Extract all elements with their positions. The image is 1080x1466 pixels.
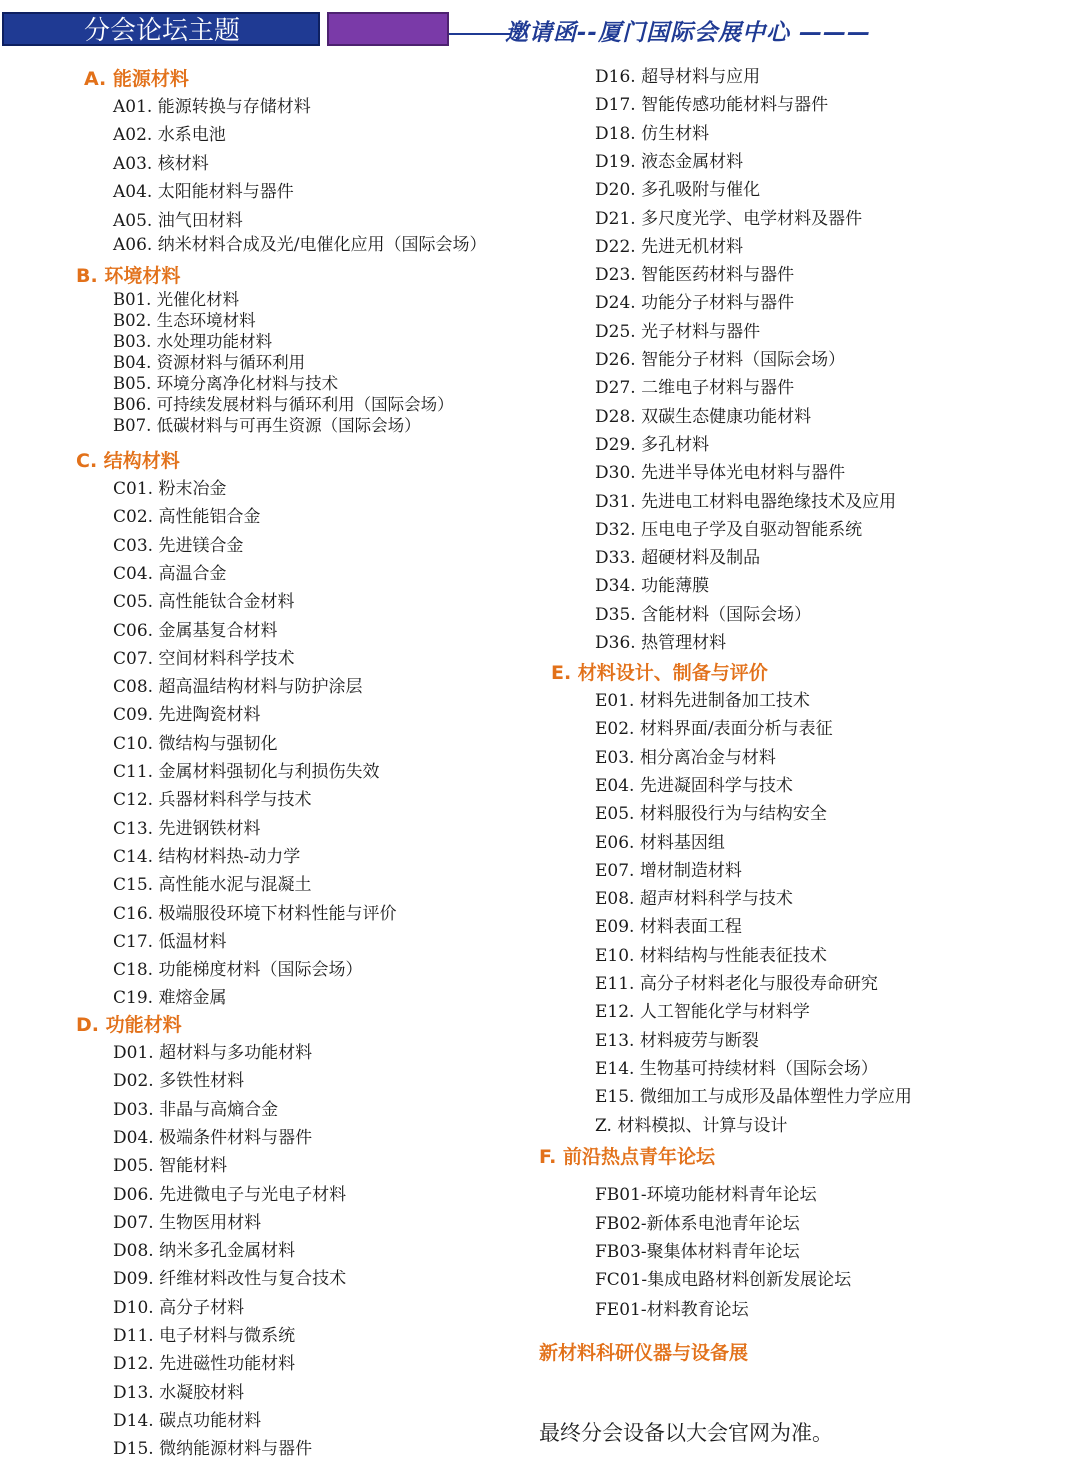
topic-item-c: C13. 先进钢铁材料: [113, 819, 261, 839]
topic-item-a: A04. 太阳能材料与器件: [113, 182, 294, 202]
topic-item-d: D27. 二维电子材料与器件: [595, 378, 795, 398]
topic-item-e: E08. 超声材料科学与技术: [595, 889, 793, 909]
topic-item-f: FB02-新体系电池青年论坛: [595, 1214, 800, 1234]
topic-item-e: E07. 增材制造材料: [595, 861, 742, 881]
topic-item-c: C07. 空间材料科学技术: [113, 649, 295, 669]
topic-item-d: D30. 先进半导体光电材料与器件: [595, 463, 846, 483]
topic-item-e: E11. 高分子材料老化与服役寿命研究: [595, 974, 878, 994]
topic-item-f: FB03-聚集体材料青年论坛: [595, 1242, 800, 1262]
topic-item-a: A02. 水系电池: [113, 125, 226, 145]
topic-item-e: E12. 人工智能化学与材料学: [595, 1002, 810, 1022]
topic-item-e: E13. 材料疲劳与断裂: [595, 1031, 759, 1051]
topic-item-f: FE01-材料教育论坛: [595, 1300, 749, 1320]
topic-item-c: C10. 微结构与强韧化: [113, 734, 278, 754]
page-header: [0, 0, 1080, 50]
topic-item-d: D08. 纳米多孔金属材料: [113, 1241, 296, 1261]
topic-item-d: D09. 纤维材料改性与复合技术: [113, 1269, 347, 1289]
topic-item-d: D21. 多尺度光学、电学材料及器件: [595, 209, 863, 229]
topic-item-d: D06. 先进微电子与光电子材料: [113, 1185, 347, 1205]
section-heading-a: A. 能源材料: [84, 68, 189, 90]
topic-item-c: C05. 高性能钛合金材料: [113, 592, 295, 612]
topic-item-d: D28. 双碳生态健康功能材料: [595, 407, 812, 427]
topic-item-c: C08. 超高温结构材料与防护涂层: [113, 677, 363, 697]
topic-item-c: C18. 功能梯度材料（国际会场）: [113, 960, 363, 980]
section-heading-b: B. 环境材料: [76, 265, 181, 287]
topic-item-e: E14. 生物基可持续材料（国际会场）: [595, 1059, 878, 1079]
topic-item-a: A01. 能源转换与存储材料: [113, 97, 311, 117]
topic-item-e: E05. 材料服役行为与结构安全: [595, 804, 827, 824]
topic-item-d: D22. 先进无机材料: [595, 237, 744, 257]
topic-item-d: D16. 超导材料与应用: [595, 67, 761, 87]
topic-item-b: B07. 低碳材料与可再生资源（国际会场）: [113, 416, 421, 435]
topic-item-d: D13. 水凝胶材料: [113, 1383, 245, 1403]
footer-note: 最终分会设备以大会官网为准。: [539, 1421, 833, 1445]
topic-item-b: B02. 生态环境材料: [113, 311, 256, 330]
topic-item-c: C01. 粉末冶金: [113, 479, 227, 499]
topic-item-b: B03. 水处理功能材料: [113, 332, 273, 351]
topic-item-d: D24. 功能分子材料与器件: [595, 293, 795, 313]
topic-item-d: D32. 压电电子学及自驱动智能系统: [595, 520, 863, 540]
topic-item-d: D03. 非晶与高熵合金: [113, 1100, 279, 1120]
section-heading-e: E. 材料设计、制备与评价: [551, 662, 768, 684]
topic-item-c: C17. 低温材料: [113, 932, 227, 952]
topic-item-d: D07. 生物医用材料: [113, 1213, 262, 1233]
topic-item-d: D33. 超硬材料及制品: [595, 548, 761, 568]
topic-item-d: D25. 光子材料与器件: [595, 322, 761, 342]
section-heading-d: D. 功能材料: [76, 1014, 182, 1036]
topic-item-e: E06. 材料基因组: [595, 833, 725, 853]
topic-item-f: FB01-环境功能材料青年论坛: [595, 1185, 817, 1205]
topic-item-d: D04. 极端条件材料与器件: [113, 1128, 313, 1148]
topic-item-a: A06. 纳米材料合成及光/电催化应用（国际会场）: [113, 235, 487, 255]
topic-item-d: D19. 液态金属材料: [595, 152, 744, 172]
topic-item-d: D10. 高分子材料: [113, 1298, 245, 1318]
topic-item-e: E02. 材料界面/表面分析与表征: [595, 719, 833, 739]
topic-item-c: C12. 兵器材料科学与技术: [113, 790, 312, 810]
topic-item-b: B06. 可持续发展材料与循环利用（国际会场）: [113, 395, 454, 414]
topic-item-d: D11. 电子材料与微系统: [113, 1326, 296, 1346]
topic-item-b: B05. 环境分离净化材料与技术: [113, 374, 339, 393]
topic-item-e: E10. 材料结构与性能表征技术: [595, 946, 827, 966]
topic-item-c: C11. 金属材料强韧化与利损伤失效: [113, 762, 380, 782]
topic-item-d: D31. 先进电工材料电器绝缘技术及应用: [595, 492, 897, 512]
topic-item-c: C15. 高性能水泥与混凝土: [113, 875, 312, 895]
topic-item-d: D18. 仿生材料: [595, 124, 710, 144]
topic-item-c: C04. 高温合金: [113, 564, 227, 584]
topic-item-d: D36. 热管理材料: [595, 633, 727, 653]
header-subtitle: 邀请函--厦门国际会展中心 ———: [505, 20, 872, 46]
topic-item-e: E04. 先进凝固科学与技术: [595, 776, 793, 796]
header-accent-block: [327, 12, 449, 46]
topic-item-f: FC01-集成电路材料创新发展论坛: [595, 1270, 852, 1290]
topic-item-d: D26. 智能分子材料（国际会场）: [595, 350, 846, 370]
section-heading-c: C. 结构材料: [76, 450, 180, 472]
topic-item-a: A05. 油气田材料: [113, 211, 243, 231]
topic-item-e: E15. 微细加工与成形及晶体塑性力学应用: [595, 1087, 912, 1107]
topic-item-c: C03. 先进镁合金: [113, 536, 244, 556]
topic-item-d: D02. 多铁性材料: [113, 1071, 245, 1091]
topic-item-c: C06. 金属基复合材料: [113, 621, 278, 641]
topic-item-d: D20. 多孔吸附与催化: [595, 180, 761, 200]
topic-item-e: Z. 材料模拟、计算与设计: [595, 1116, 788, 1136]
topic-item-d: D23. 智能医药材料与器件: [595, 265, 795, 285]
topic-item-d: D35. 含能材料（国际会场）: [595, 605, 812, 625]
header-title: 分会论坛主题: [2, 12, 320, 46]
topic-item-c: C16. 极端服役环境下材料性能与评价: [113, 904, 397, 924]
expo-heading: 新材料科研仪器与设备展: [539, 1342, 749, 1364]
topic-item-d: D12. 先进磁性功能材料: [113, 1354, 296, 1374]
section-heading-f: F. 前沿热点青年论坛: [539, 1146, 716, 1168]
header-divider: [449, 33, 511, 35]
topic-item-b: B01. 光催化材料: [113, 290, 240, 309]
topic-item-e: E09. 材料表面工程: [595, 917, 742, 937]
topic-item-c: C02. 高性能铝合金: [113, 507, 261, 527]
topic-item-e: E03. 相分离冶金与材料: [595, 748, 776, 768]
topic-item-d: D29. 多孔材料: [595, 435, 710, 455]
topic-item-d: D15. 微纳能源材料与器件: [113, 1439, 313, 1459]
topic-item-c: C09. 先进陶瓷材料: [113, 705, 261, 725]
topic-item-c: C14. 结构材料热-动力学: [113, 847, 301, 867]
topic-item-b: B04. 资源材料与循环利用: [113, 353, 306, 372]
topic-item-c: C19. 难熔金属: [113, 988, 227, 1008]
topic-item-d: D05. 智能材料: [113, 1156, 228, 1176]
topic-item-d: D01. 超材料与多功能材料: [113, 1043, 313, 1063]
topic-item-d: D14. 碳点功能材料: [113, 1411, 262, 1431]
topic-item-d: D34. 功能薄膜: [595, 576, 710, 596]
topic-item-d: D17. 智能传感功能材料与器件: [595, 95, 829, 115]
topic-item-a: A03. 核材料: [113, 154, 209, 174]
topic-item-e: E01. 材料先进制备加工技术: [595, 691, 810, 711]
